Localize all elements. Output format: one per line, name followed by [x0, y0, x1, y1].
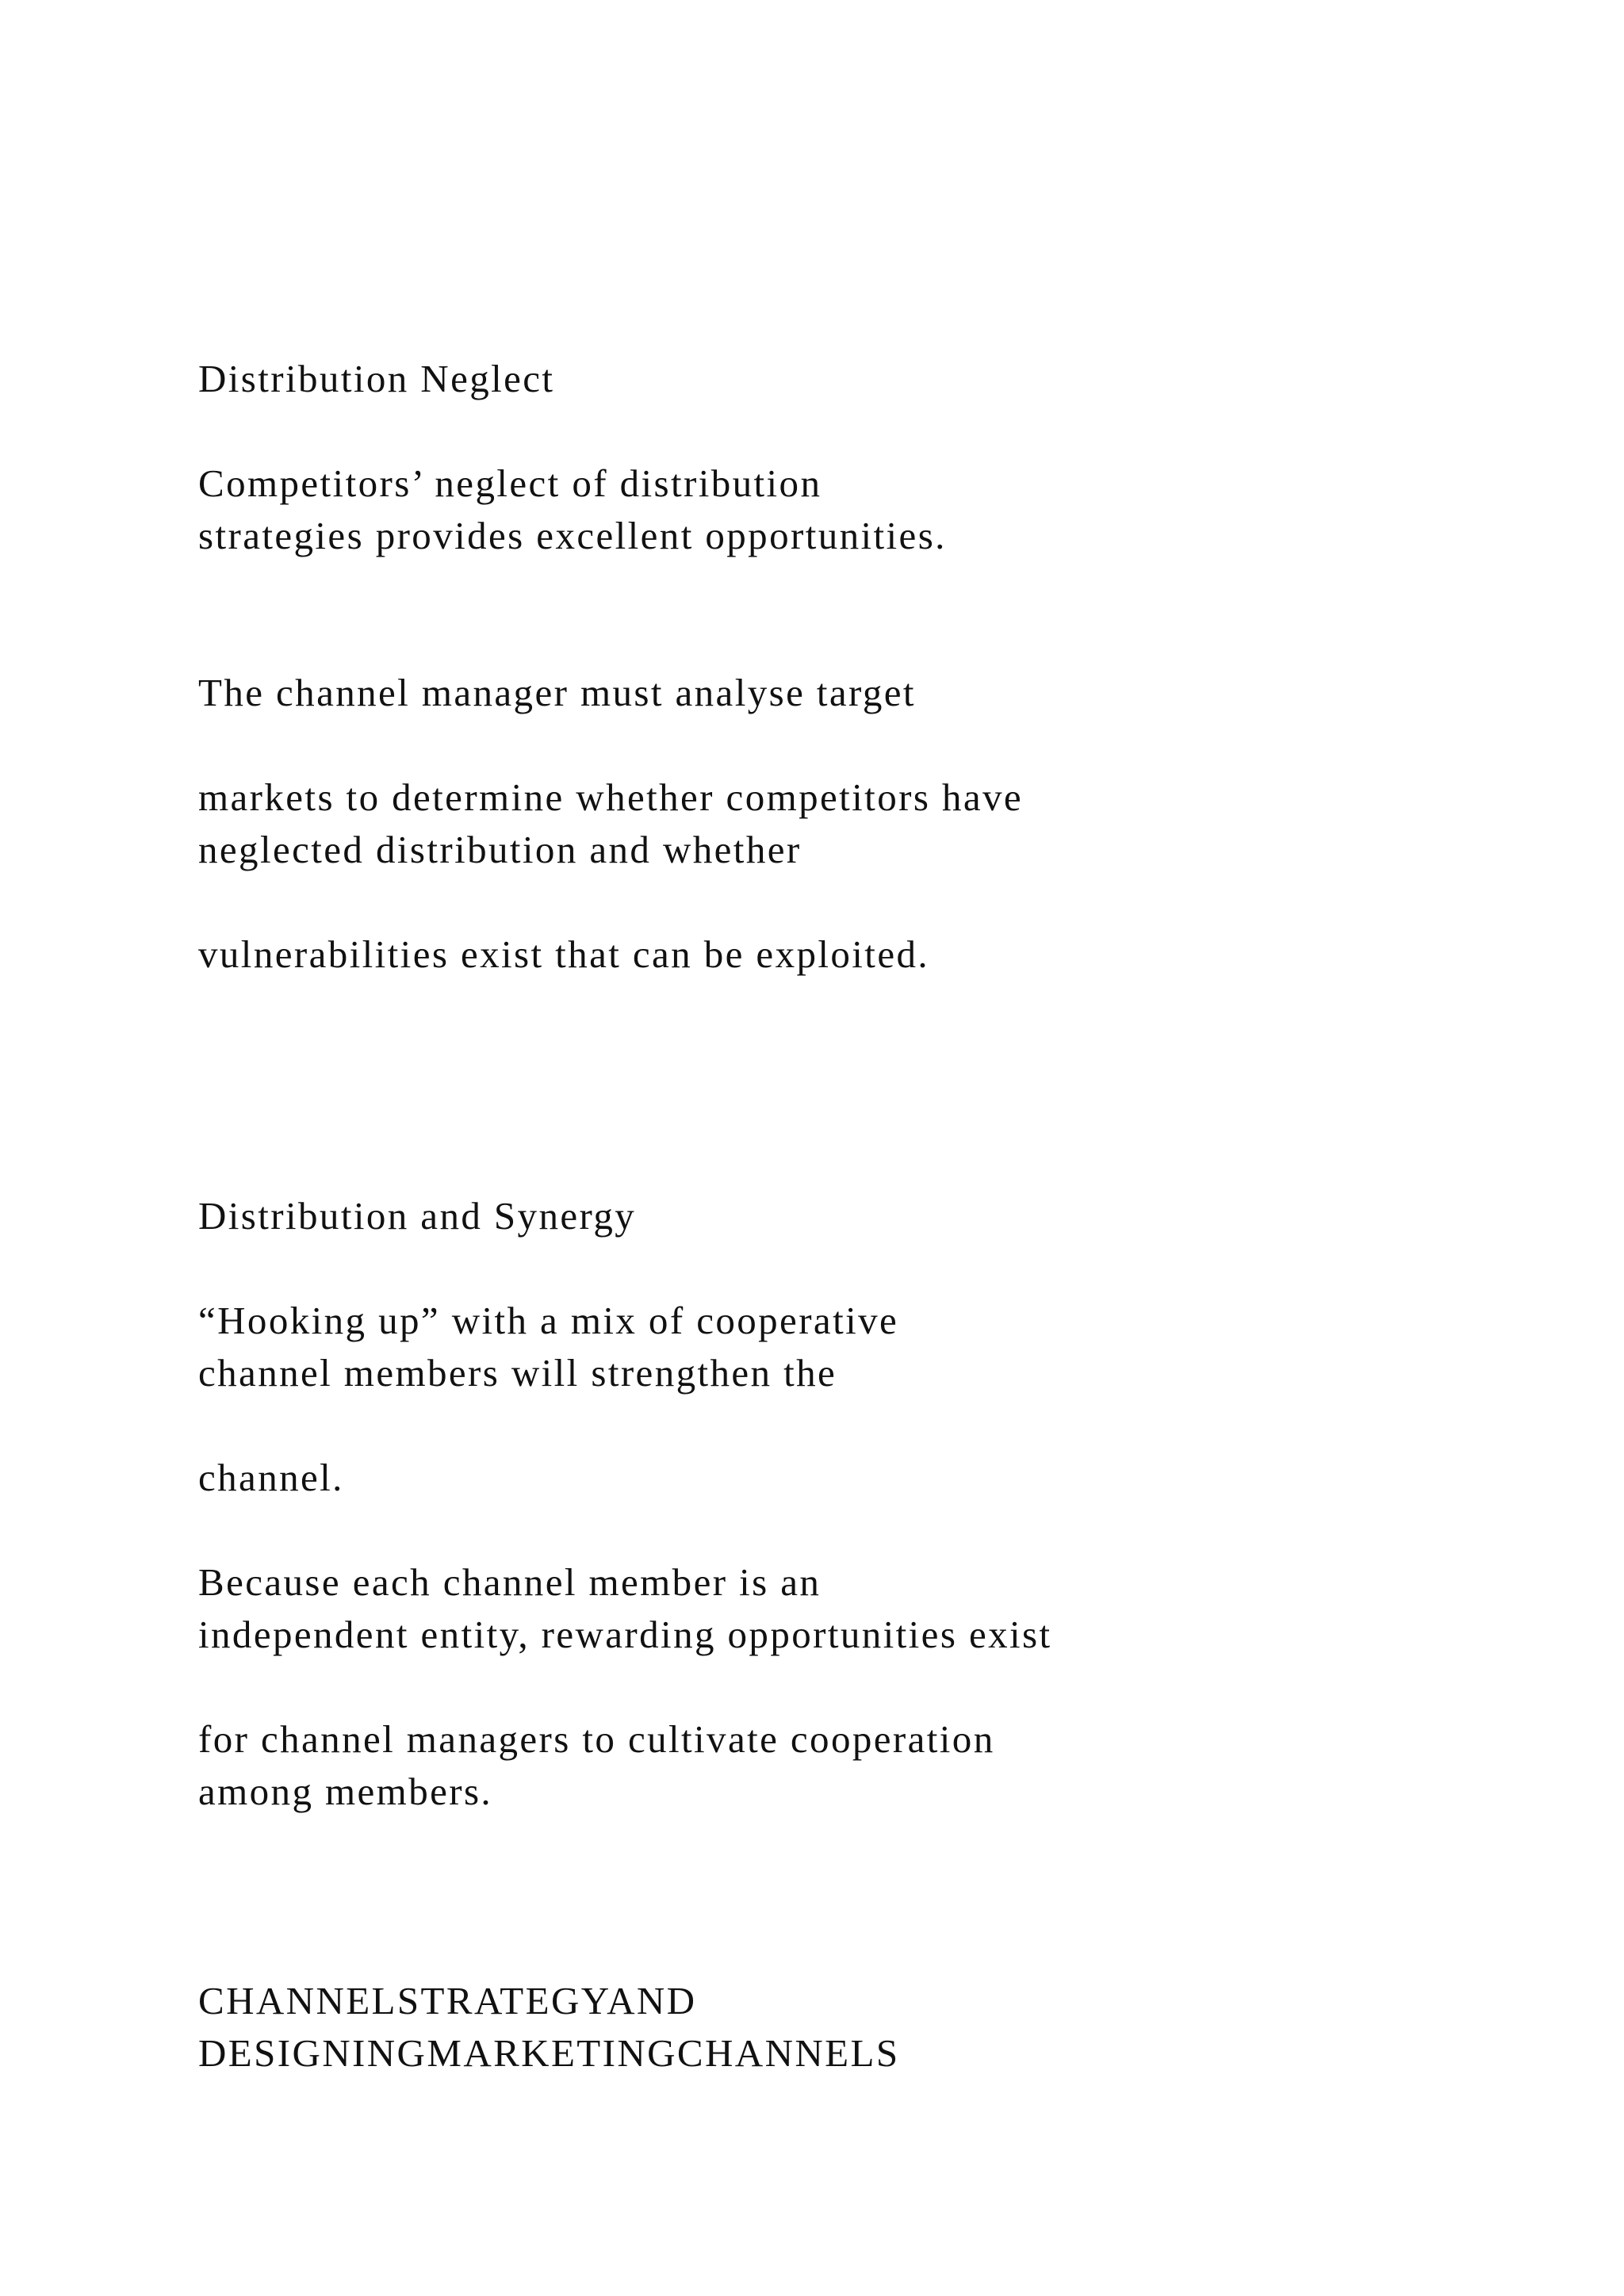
paragraph-line: independent entity, rewarding opportunities exist — [198, 1613, 1052, 1656]
paragraph-line: strategies provides excellent opportunities. — [198, 514, 947, 557]
paragraph-line: channel. — [198, 1456, 344, 1499]
paragraph-line: for channel managers to cultivate cooperation — [198, 1717, 995, 1761]
paragraph-line: markets to determine whether competitors have — [198, 775, 1024, 819]
paragraph-line: The channel manager must analyse target — [198, 671, 916, 714]
paragraph-line: vulnerabilities exist that can be exploited. — [198, 932, 930, 976]
paragraph-line: Because each channel member is an — [198, 1560, 822, 1604]
paragraph-line: “Hooking up” with a mix of cooperative — [198, 1299, 899, 1342]
heading-distribution-neglect: Distribution Neglect — [198, 357, 555, 400]
paragraph-line: channel members will strengthen the — [198, 1351, 837, 1395]
paragraph-line: neglected distribution and whether — [198, 828, 802, 871]
heading-distribution-synergy: Distribution and Synergy — [198, 1194, 637, 1238]
paragraph-line: Competitors’ neglect of distribution — [198, 461, 822, 505]
paragraph-line: among members. — [198, 1770, 493, 1813]
footer-title-line: CHANNELSTRATEGYAND — [198, 1979, 697, 2022]
footer-title-line: DESIGNINGMARKETINGCHANNELS — [198, 2031, 900, 2075]
